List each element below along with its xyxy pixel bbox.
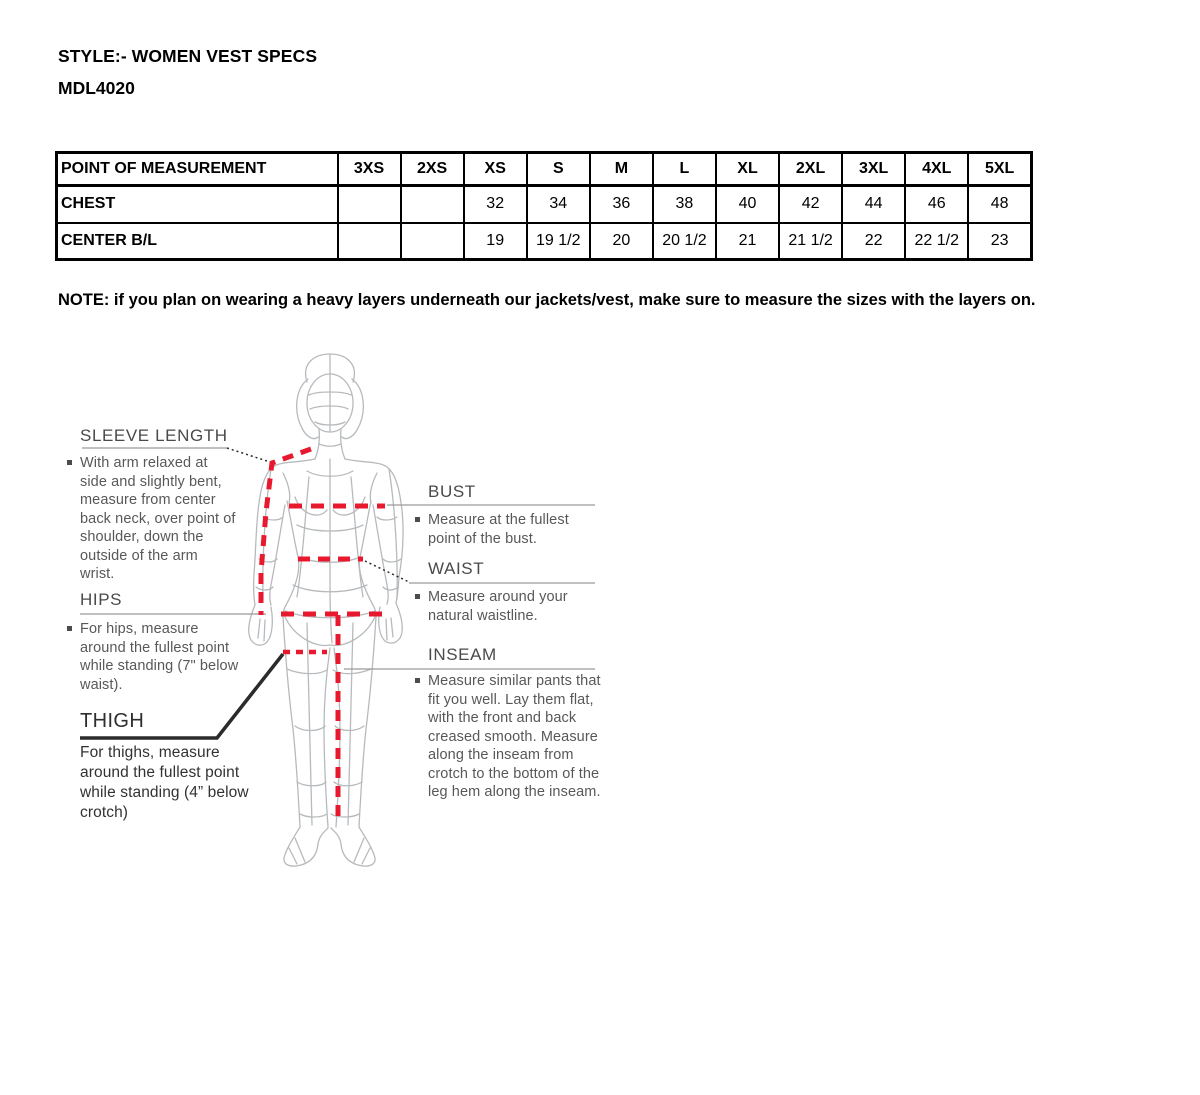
bullet-icon — [67, 460, 72, 465]
cell-chest-4xl: 46 — [905, 186, 968, 223]
waist-label: WAIST — [428, 559, 485, 578]
model-code: MDL4020 — [58, 78, 135, 98]
cell-centerbl-l: 20 1/2 — [653, 223, 716, 260]
cell-centerbl-3xl: 22 — [842, 223, 905, 260]
table-row-center-bl — [57, 223, 1032, 260]
cell-chest-s: 34 — [527, 186, 590, 223]
cell-centerbl-2xs — [401, 223, 464, 260]
style-title: STYLE:- WOMEN VEST SPECS — [58, 46, 318, 66]
bullet-icon — [415, 678, 420, 683]
inseam-label: INSEAM — [428, 645, 497, 664]
cell-centerbl-3xs — [338, 223, 401, 260]
waist-dotted-leader — [365, 561, 409, 582]
column-header-point-of-measurement: POINT OF MEASUREMENT — [57, 153, 338, 186]
bullet-icon — [415, 594, 420, 599]
column-header-s: S — [527, 153, 590, 186]
measurement-lines — [261, 449, 385, 820]
table-row-chest — [57, 186, 1032, 223]
waist-description: Measure around your natural waistline. — [428, 588, 578, 625]
row-label-chest: CHEST — [57, 186, 338, 223]
column-header-3xs: 3XS — [338, 153, 401, 186]
cell-centerbl-s: 19 1/2 — [527, 223, 590, 260]
cell-centerbl-4xl: 22 1/2 — [905, 223, 968, 260]
note-text: NOTE: if you plan on wearing a heavy layers underneath our jackets/vest, make sure to measure the sizes with the layers on. — [58, 291, 1036, 309]
hips-description: For hips, measure around the fullest point while standing (7" below waist). — [80, 620, 242, 694]
cell-centerbl-2xl: 21 1/2 — [779, 223, 842, 260]
column-header-3xl: 3XL — [842, 153, 905, 186]
cell-chest-m: 36 — [590, 186, 653, 223]
column-header-l: L — [653, 153, 716, 186]
sleeve-length-label: SLEEVE LENGTH — [80, 426, 228, 445]
measurement-diagram — [57, 337, 627, 870]
cell-chest-2xl: 42 — [779, 186, 842, 223]
cell-centerbl-m: 20 — [590, 223, 653, 260]
thigh-label: THIGH — [80, 710, 145, 732]
column-header-5xl: 5XL — [968, 153, 1031, 186]
hips-label: HIPS — [80, 590, 123, 609]
column-header-xs: XS — [464, 153, 527, 186]
cell-chest-2xs — [401, 186, 464, 223]
cell-chest-xs: 32 — [464, 186, 527, 223]
size-chart-header-row — [57, 153, 1032, 186]
thigh-description: For thighs, measure around the fullest point while standing (4” below crotch) — [80, 744, 249, 821]
sleeve-length-description: With arm relaxed at side and slightly bent, measure from center back neck, over point of shoulder, down the outside of the arm wrist. — [80, 454, 236, 584]
column-header-4xl: 4XL — [905, 153, 968, 186]
bullet-icon — [67, 626, 72, 631]
cell-centerbl-xl: 21 — [716, 223, 779, 260]
cell-chest-3xs — [338, 186, 401, 223]
bullet-icon — [415, 517, 420, 522]
size-chart-table — [55, 151, 1033, 261]
bust-label: BUST — [428, 482, 476, 501]
bust-description: Measure at the fullest point of the bust. — [428, 511, 580, 548]
column-header-m: M — [590, 153, 653, 186]
cell-chest-5xl: 48 — [968, 186, 1031, 223]
cell-centerbl-xs: 19 — [464, 223, 527, 260]
column-header-2xl: 2XL — [779, 153, 842, 186]
column-header-2xs: 2XS — [401, 153, 464, 186]
cell-centerbl-5xl: 23 — [968, 223, 1031, 260]
inseam-description: Measure similar pants that fit you well. Lay them flat, with the front and back creased smooth. Measure along the inseam from crotch to the bottom of the leg hem along the inseam. — [428, 672, 602, 802]
row-label-center-bl: CENTER B/L — [57, 223, 338, 260]
column-header-xl: XL — [716, 153, 779, 186]
cell-chest-3xl: 44 — [842, 186, 905, 223]
cell-chest-xl: 40 — [716, 186, 779, 223]
cell-chest-l: 38 — [653, 186, 716, 223]
